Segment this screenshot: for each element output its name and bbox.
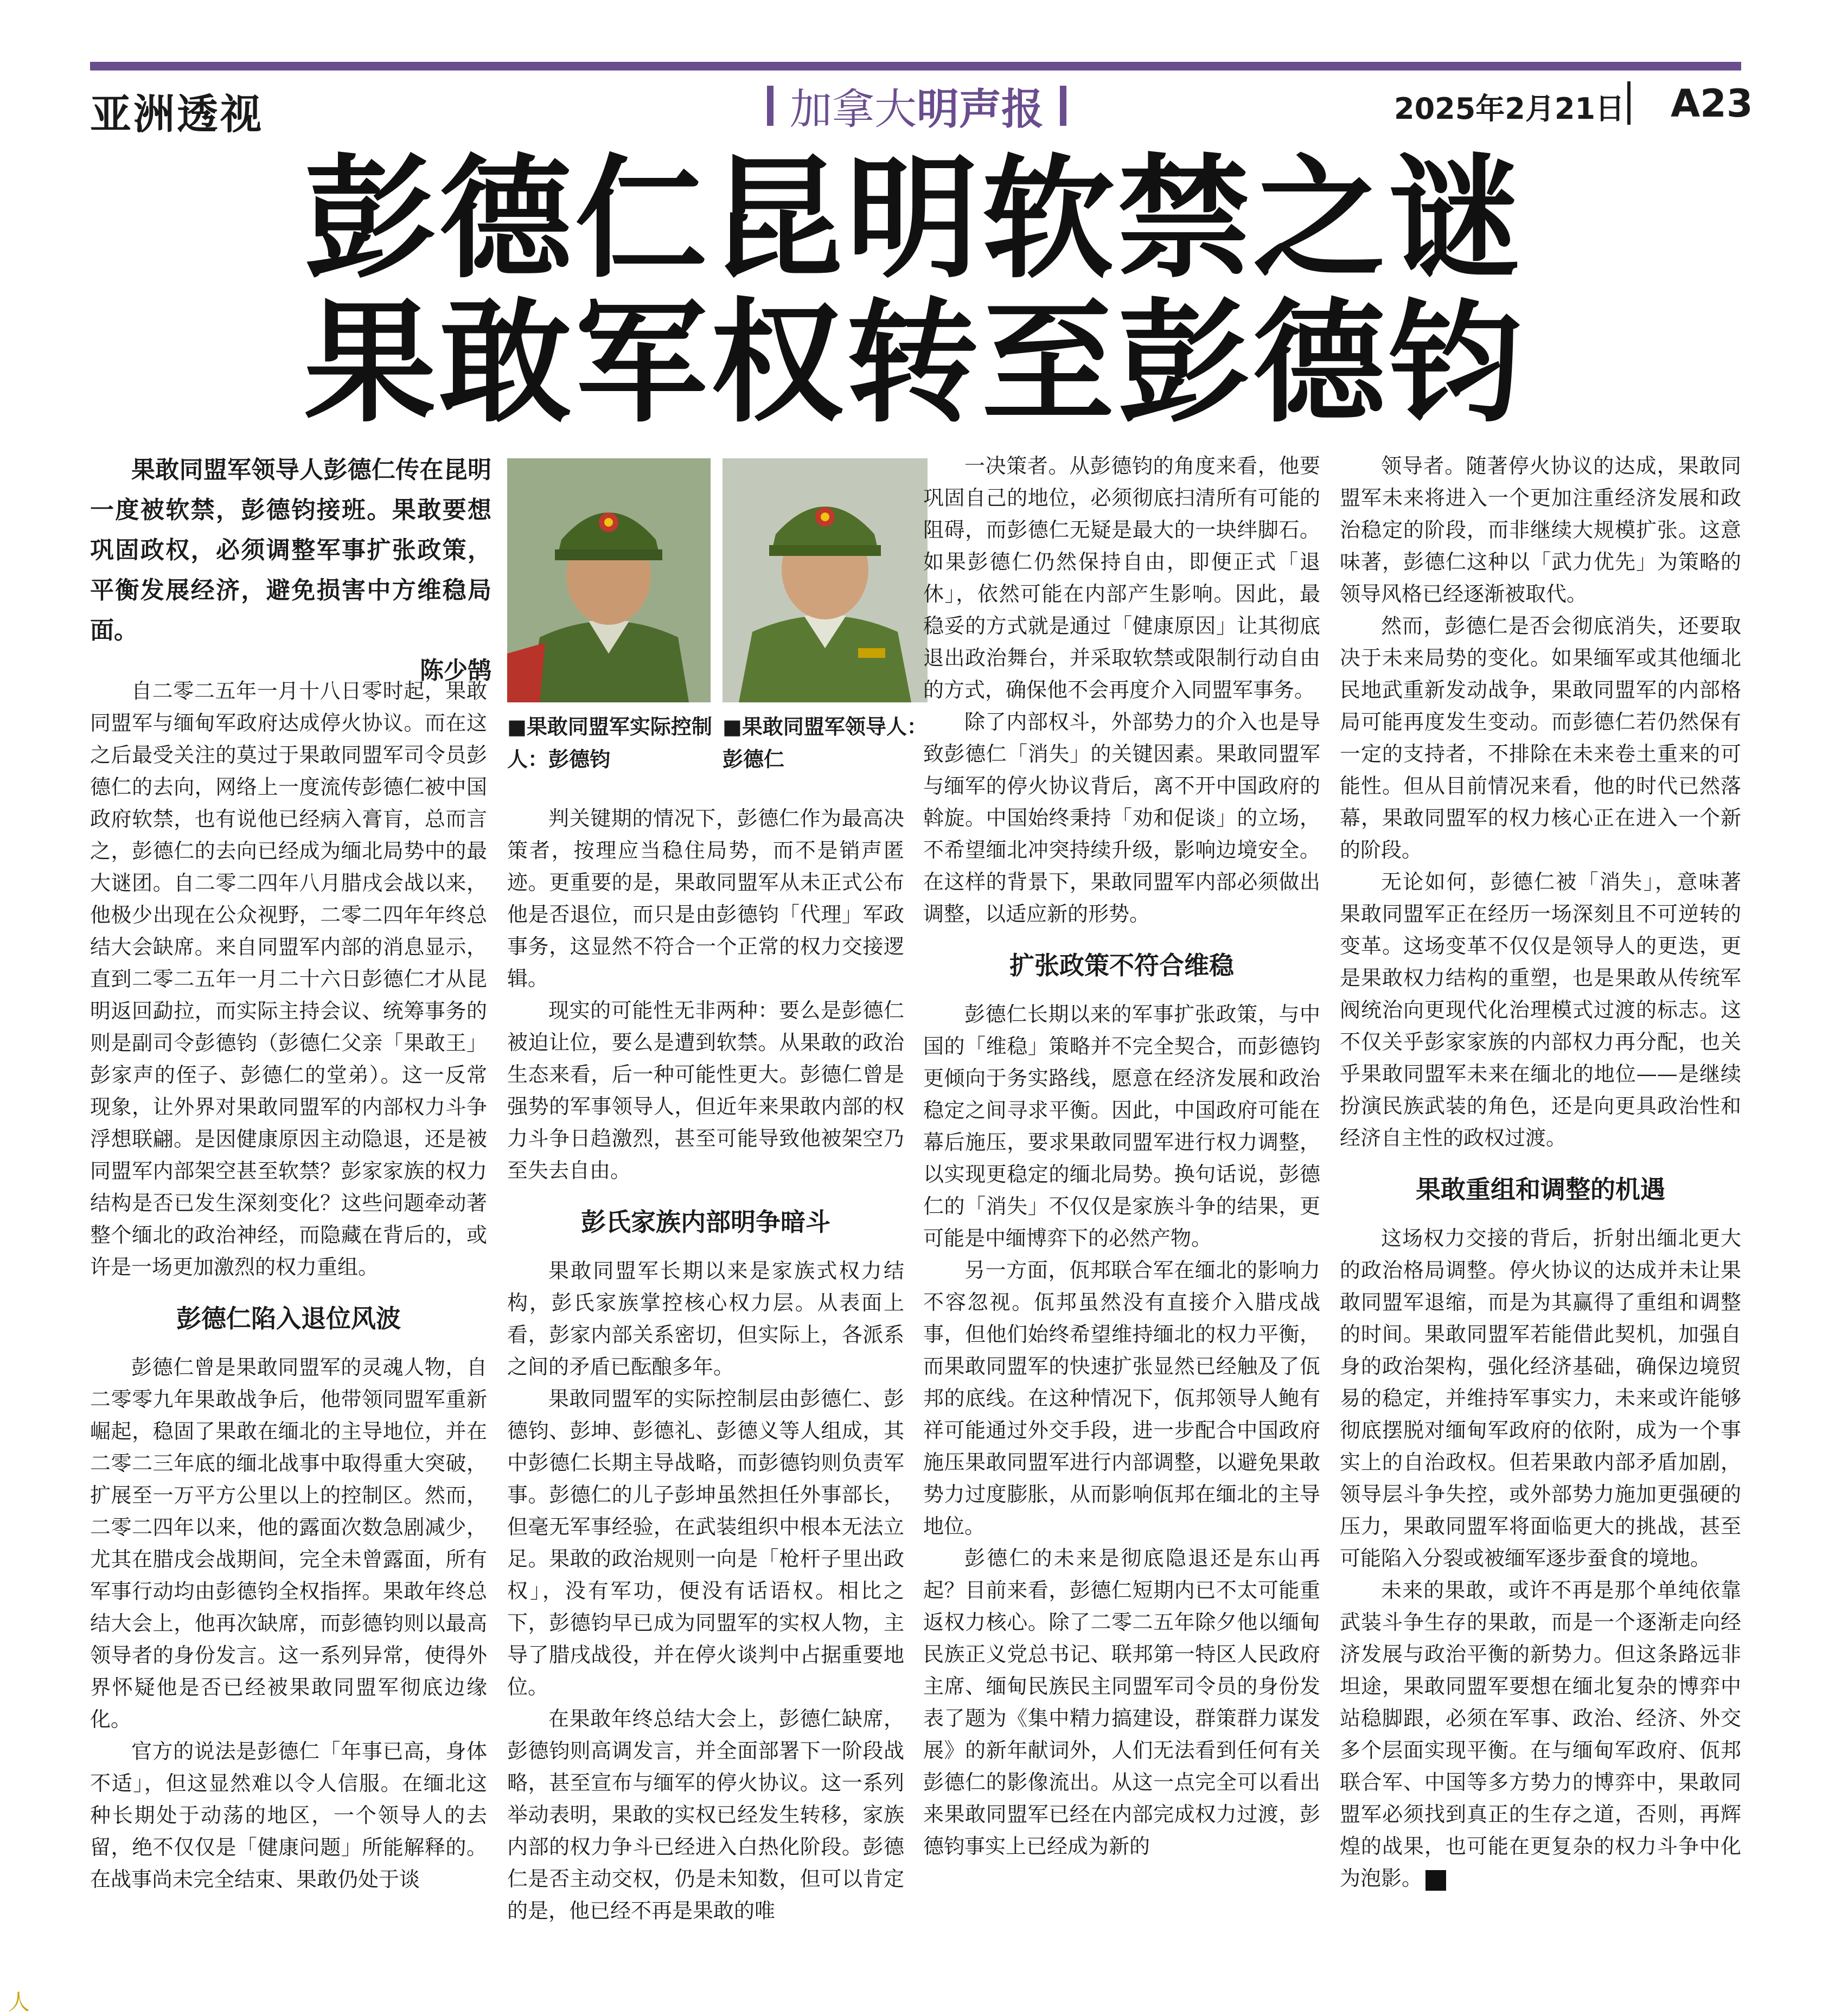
article-column-3 — [923, 450, 1320, 1863]
paragraph: 判关键期的情况下，彭德仁作为最高决策者，按理应当稳住局势，而不是销声匿迹。更重要的是，果敢同盟军从未正式公布他是否退位，而只是由彭德钧「代理」军政事务，这显然不符合一个正常的权力交接逻辑。 — [507, 807, 904, 990]
article-column-1 — [90, 675, 487, 1896]
brand-prefix: 加拿大 — [789, 85, 917, 134]
paragraph: 无论如何，彭德仁被「消失」，意味著果敢同盟军正在经历一场深刻且不可逆转的变革。这场变革不仅仅是领导人的更迭，更是果敢权力结构的重塑，也是果敢从传统军阀统治向更现代化治理模式过渡的标志。这不仅关乎彭家家族的内部权力再分配，也关乎果敢同盟军未来在缅北的地位——是继续扮演民族武装的角色，还是向更具政治性和经济自主性的政权过渡。 — [1340, 870, 1741, 1150]
paragraph: 自二零二五年一月十八日零时起，果敢同盟军与缅甸军政府达成停火协议。而在这之后最受关注的莫过于果敢同盟军司令员彭德仁的去向，网络上一度流传彭德仁被中国政府软禁，也有说他已经病入膏肓，总而言之，彭德仁的去向已经成为缅北局势中的最大谜团。自二零二四年八月腊戌会战以来，他极少出现在公众视野，二零二四年年终总结大会缺席。来自同盟军内部的消息显示，直到二零二五年一月二十六日彭德仁才从昆明返回勐拉，而实际主持会议、统筹事务的则是副司令彭德钧（彭德仁父亲「果敢王」彭家声的侄子、彭德仁的堂弟）。这一反常现象，让外界对果敢同盟军的内部权力斗争浮想联翩。是因健康原因主动隐退，还是被同盟军内部架空甚至软禁？彭家家族的权力结构是否已发生深刻变化？这些问题牵动著整个缅北的政治神经，而隐藏在背后的，或许是一场更加激烈的权力重组。 — [90, 679, 487, 1279]
top-rule — [90, 62, 1741, 71]
brand-bar-left — [767, 86, 773, 126]
byline: 陈少鹄 — [420, 657, 491, 684]
masthead-brand — [749, 79, 1085, 133]
brand-bar-right — [1060, 86, 1066, 126]
subheading: 扩张政策不符合维稳 — [1009, 951, 1234, 980]
issue-date: 2025年2月21日 — [1394, 92, 1625, 126]
brand-name: 明声报 — [917, 85, 1044, 134]
paragraph-final — [1340, 1575, 1741, 1895]
paragraph: 彭德仁长期以来的军事扩张政策，与中国的「维稳」策略并不完全契合，而彭德钧更倾向于务实路线，愿意在经济发展和政治稳定之间寻求平衡。因此，中国政府可能在幕后施压，要求果敢同盟军进行权力调整，以实现更稳定的缅北局势。换句话说，彭德仁的「消失」不仅仅是家族斗争的结果，更可能是中缅博弈下的必然产物。 — [923, 1002, 1320, 1250]
end-mark-icon — [1425, 1870, 1446, 1891]
paragraph: 在果敢年终总结大会上，彭德仁缺席，彭德钧则高调发言，并全面部署下一阶段战略，甚至宣布与缅军的停火协议。这一系列举动表明，果敢的实权已经发生转移，家族内部的权力争斗已经进入白热化阶段。彭德仁是否主动交权，仍是未知数，但可以肯定的是，他已经不再是果敢的唯 — [507, 1707, 904, 1923]
paragraph: 现实的可能性无非两种：要么是彭德仁被迫让位，要么是遭到软禁。从果敢的政治生态来看，后一种可能性更大。彭德仁曾是强势的军事领导人，但近年来果敢内部的权力斗争日趋激烈，甚至可能导致他被架空乃至失去自由。 — [507, 999, 904, 1182]
photo-caption-2: ■果敢同盟军领导人：彭德仁 — [723, 715, 928, 771]
subheading: 彭氏家族内部明争暗斗 — [581, 1207, 830, 1237]
paragraph: 彭德仁的未来是彻底隐退还是东山再起？目前来看，彭德仁短期内已不太可能重返权力核心。除了二零二五年除夕他以缅甸民族正义党总书记、联邦第一特区人民政府主席、缅甸民族民主同盟军司令员的身份发表了题为《集中精力搞建设，群策群力谋发展》的新年献词外，人们无法看到任何有关彭德仁的影像流出。从这一点完全可以看出来果敢同盟军已经在内部完成权力过渡，彭德钧事实上已经成为新的 — [923, 1546, 1320, 1858]
headline-line-1: 彭德仁昆明软禁之谜 — [304, 142, 1524, 296]
subheading: 果敢重组和调整的机遇 — [1416, 1175, 1665, 1204]
portrait-peng-deren-icon — [723, 458, 928, 702]
paragraph: 彭德仁曾是果敢同盟军的灵魂人物，自二零零九年果敢战争后，他带领同盟军重新崛起，稳固了果敢在缅北的主导地位，并在二零二三年底的缅北战事中取得重大突破，扩展至一万平方公里以上的控制区。然而，二零二四年以来，他的露面次数急剧减少，尤其在腊戌会战期间，完全未曾露面，所有军事行动均由彭德钧全权指挥。果敢年终总结大会上，他再次缺席，而彭德钧则以最高领导者的身份发言。这一系列异常，使得外界怀疑他是否已经被果敢同盟军彻底边缘化。 — [90, 1355, 487, 1731]
paragraph: 果敢同盟军长期以来是家族式权力结构，彭氏家族掌控核心权力层。从表面上看，彭家内部关系密切，但实际上，各派系之间的矛盾已酝酿多年。 — [507, 1259, 904, 1379]
lead-text: 果敢同盟军领导人彭德仁传在昆明一度被软禁，彭德钧接班。果敢要想巩固政权，必须调整军事扩张政策，平衡发展经济，避免损害中方维稳局面。 — [90, 456, 491, 644]
photo-peng-dejun — [507, 458, 711, 702]
photo-caption-1: ■果敢同盟军实际控制人：彭德钧 — [507, 715, 712, 771]
paragraph-final-text: 未来的果敢，或许不再是那个单纯依靠武装斗争生存的果敢，而是一个逐渐走向经济发展与政治平衡的新势力。但这条路远非坦途，果敢同盟军要想在缅北复杂的博弈中站稳脚跟，必须在军事、政治、经济、外交多个层面实现平衡。在与缅甸军政府、佤邦联合军、中国等多方势力的博弈中，果敢同盟军必须找到真正的生存之道，否则，再辉煌的战果，也可能在更复杂的权力斗争中化为泡影。 — [1340, 1578, 1741, 1890]
paragraph: 果敢同盟军的实际控制层由彭德仁、彭德钧、彭坤、彭德礼、彭德义等人组成，其中彭德仁长期主导战略，而彭德钧则负责军事。彭德仁的儿子彭坤虽然担任外事部长，但毫无军事经验，在武装组织中根本无法立足。果敢的政治规则一向是「枪杆子里出政权」，没有军功，便没有话语权。相比之下，彭德钧早已成为同盟军的实权人物，主导了腊戌战役，并在停火谈判中占据重要地位。 — [507, 1387, 904, 1699]
paragraph: 另一方面，佤邦联合军在缅北的影响力不容忽视。佤邦虽然没有直接介入腊戌战事，但他们始终希望维持缅北的权力平衡，而果敢同盟军的快速扩张显然已经触及了佤邦的底线。在这种情况下，佤邦领导人鲍有祥可能通过外交手段，进一步配合中国政府施压果敢同盟军进行内部调整，以避免果敢势力过度膨胀，从而影响佤邦在缅北的主导地位。 — [923, 1258, 1320, 1538]
paragraph: 领导者。随著停火协议的达成，果敢同盟军未来将进入一个更加注重经济发展和政治稳定的阶段，而非继续大规模扩张。这意味著，彭德仁这种以「武力优先」为策略的领导风格已经逐渐被取代。 — [1340, 454, 1741, 606]
section-title: 亚洲透视 — [90, 90, 264, 138]
paragraph: 一决策者。从彭德钧的角度来看，他要巩固自己的地位，必须彻底扫清所有可能的阻碍，而彭德仁无疑是最大的一块绊脚石。如果彭德仁仍然保持自由，即便正式「退休」，依然可能在内部产生影响。因此，最稳妥的方式就是通过「健康原因」让其彻底退出政治舞台，并采取软禁或限制行动自由的方式，确保他不会再度介入同盟军事务。 — [923, 454, 1320, 702]
page-number: A23 — [1671, 81, 1753, 126]
corner-mark: 人 — [8, 1990, 30, 2015]
subheading: 彭德仁陷入退位风波 — [176, 1304, 401, 1333]
paragraph: 这场权力交接的背后，折射出缅北更大的政治格局调整。停火协议的达成并未让果敢同盟军退缩，而是为其赢得了重组和调整的时间。果敢同盟军若能借此契机，加强自身的政治架构，强化经济基础，确保边境贸易的稳定，并维持军事实力，未来或许能够彻底摆脱对缅甸军政府的依附，成为一个事实上的自治政权。但若果敢内部矛盾加剧，领导层斗争失控，或外部势力施加更强硬的压力，果敢同盟军将面临更大的挑战，甚至可能陷入分裂或被缅军逐步蚕食的境地。 — [1340, 1226, 1741, 1570]
headline-line-2: 果敢军权转至彭德钧 — [304, 286, 1524, 440]
portrait-peng-dejun-icon — [507, 458, 711, 702]
paragraph: 官方的说法是彭德仁「年事已高，身体不适」，但这显然难以令人信服。在缅北这种长期处于动荡的地区，一个领导人的去留，绝不仅仅是「健康问题」所能解释的。在战事尚未完全结束、果敢仍处于谈 — [90, 1739, 487, 1891]
paragraph: 除了内部权斗，外部势力的介入也是导致彭德仁「消失」的关键因素。果敢同盟军与缅军的停火协议背后，离不开中国政府的斡旋。中国始终秉持「劝和促谈」的立场，不希望缅北冲突持续升级，影响边境安全。在这样的背景下，果敢同盟军内部必须做出调整，以适应新的形势。 — [923, 710, 1320, 926]
masthead-divider — [1627, 81, 1631, 125]
paragraph: 然而，彭德仁是否会彻底消失，还要取决于未来局势的变化。如果缅军或其他缅北民地武重新发动战争，果敢同盟军的内部格局可能再度发生变动。而彭德仁若仍然保有一定的支持者，不排除在未来卷土重来的可能性。但从目前情况来看，他的时代已然落幕，果敢同盟军的权力核心正在进入一个新的阶段。 — [1340, 614, 1741, 862]
article-column-4 — [1340, 450, 1741, 1895]
article-column-2 — [507, 803, 904, 1927]
photo-peng-deren — [723, 458, 928, 702]
lead-summary — [90, 450, 491, 691]
